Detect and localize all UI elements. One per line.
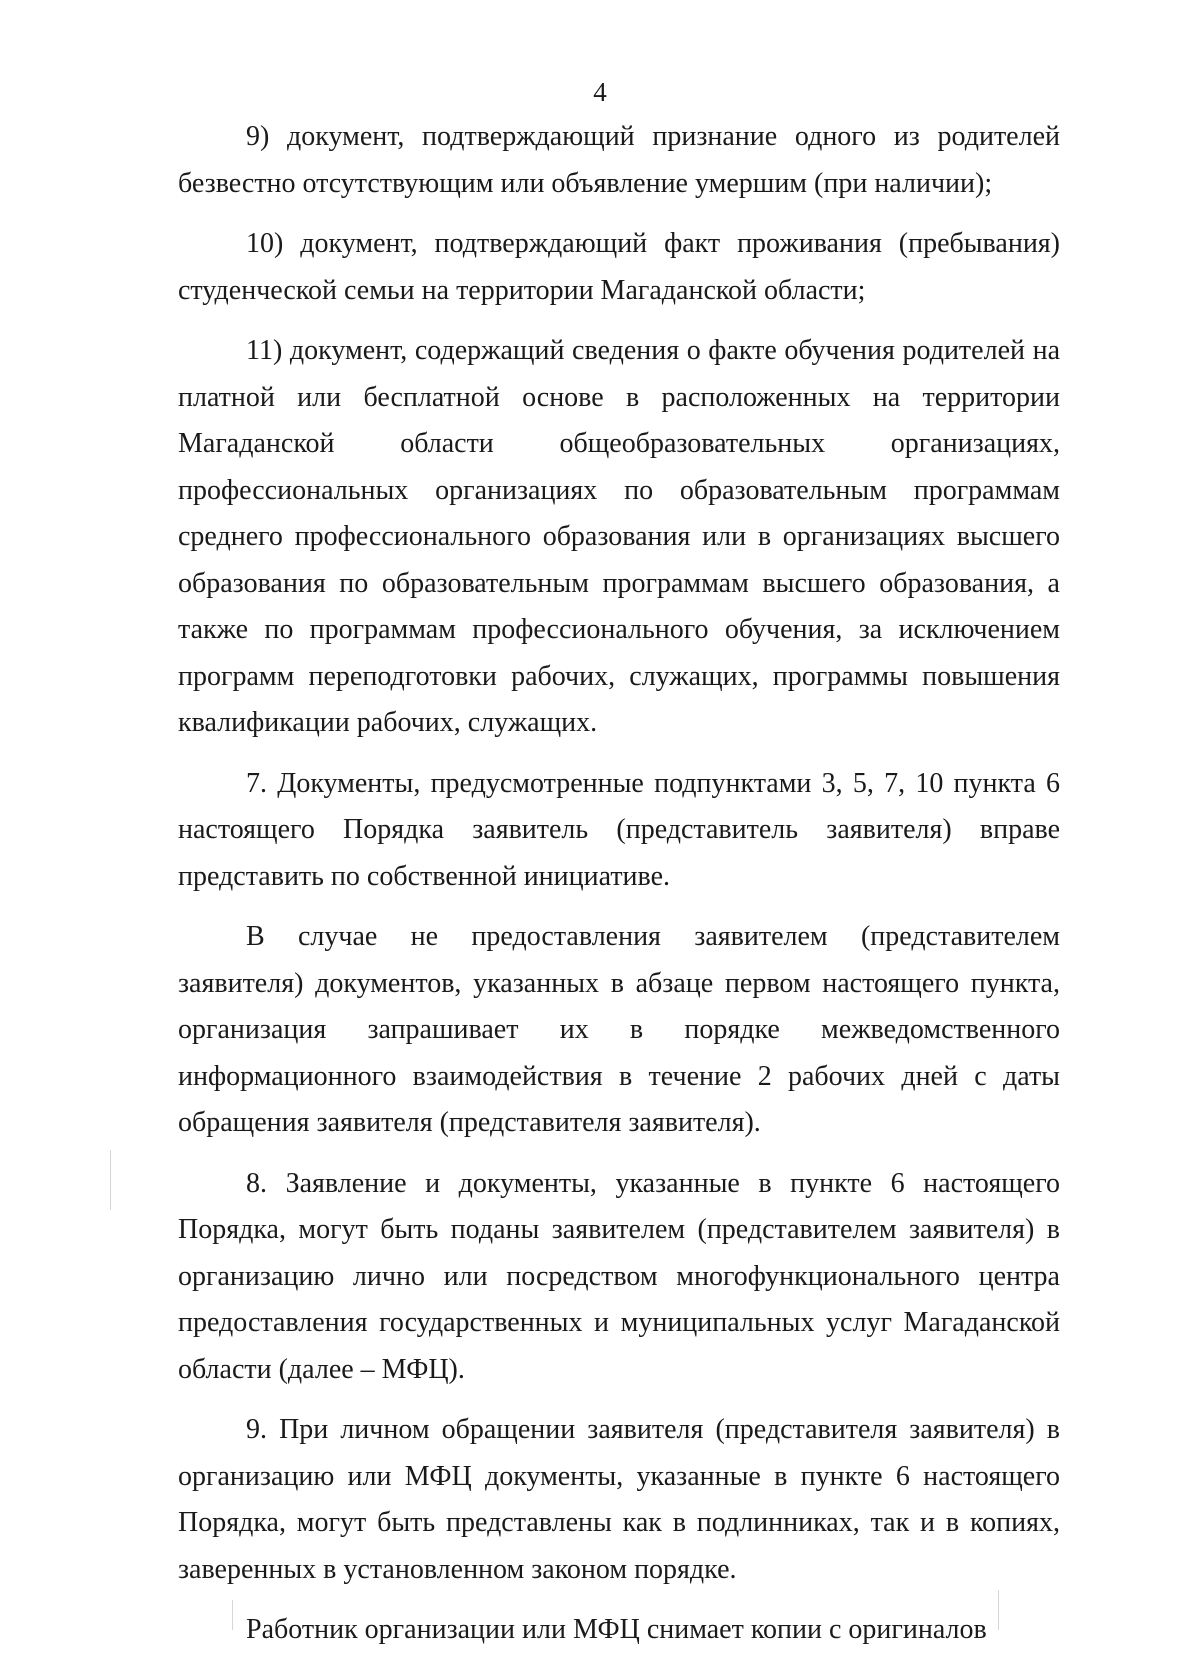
scan-artifact-line <box>232 1600 233 1630</box>
paragraph-clause-7-continuation: В случае не предоставления заявителем (представителем заявителя) документов, указанных в абзаце первом настоящего пункта, организация запрашивает их в порядке межведомственного информационного взаимодействия в течение 2 рабочих дней с даты обращения заявителя (представителя заявителя). <box>178 921 1060 1138</box>
paragraph-clause-9: 9. При личном обращении заявителя (представителя заявителя) в организацию или МФЦ документы, указанные в пункте 6 настоящего Порядка, могут быть представлены как в подлинниках, так и в копиях, заверенных в установленном законом порядке. <box>178 1414 1060 1585</box>
document-body <box>178 114 1060 1654</box>
paragraph-clause-7: 7. Документы, предусмотренные подпунктами 3, 5, 7, 10 пункта 6 настоящего Порядка заявитель (представитель заявителя) вправе представить по собственной инициативе. <box>178 767 1060 892</box>
scan-artifact-line <box>110 1150 111 1210</box>
paragraph-item-11: 11) документ, содержащий сведения о факте обучения родителей на платной или бесплатной основе в расположенных на территории Магаданской области общеобразовательных организациях, профессиональных организациях по образовательным программам среднего профессионального образования или в организациях высшего образования по образовательным программам высшего образования, а также по программам профессионального обучения, за исключением программ переподготовки рабочих, служащих, программы повышения квалификации рабочих, служащих. <box>178 335 1060 738</box>
page-number: 4 <box>593 77 607 107</box>
paragraph-item-10: 10) документ, подтверждающий факт проживания (пребывания) студенческой семьи на территории Магаданской области; <box>178 228 1060 306</box>
paragraph-clause-9-continuation: Работник организации или МФЦ снимает копии с оригиналов <box>246 1614 987 1645</box>
paragraph-clause-8: 8. Заявление и документы, указанные в пункте 6 настоящего Порядка, могут быть поданы заявителем (представителем заявителя) в организацию лично или посредством многофункционального центра предоставления государственных и муниципальных услуг Магаданской области (далее – МФЦ). <box>178 1167 1060 1385</box>
scan-artifact-line <box>998 1590 999 1630</box>
paragraph-item-9: 9) документ, подтверждающий признание одного из родителей безвестно отсутствующим или объявление умершим (при наличии); <box>178 121 1060 199</box>
